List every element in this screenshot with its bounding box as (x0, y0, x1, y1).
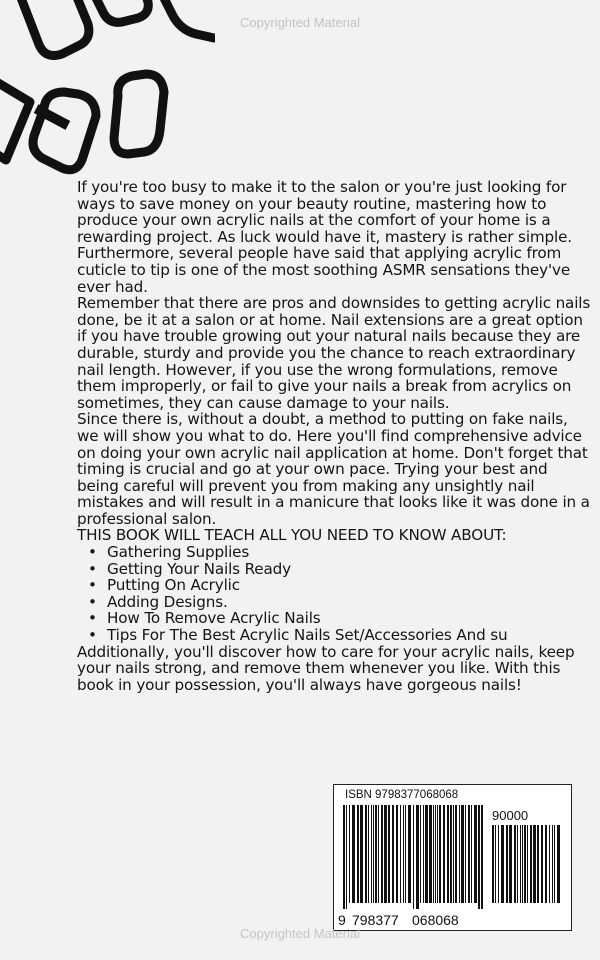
bullet-icon: • (88, 609, 97, 628)
acrylic-nails-illustration (0, 0, 215, 180)
barcode-bar (413, 805, 414, 909)
barcode-bar (471, 805, 472, 903)
paragraph-method: Since there is, without a doubt, a method to putting on fake nails, we will show you what to do. Here you'll find comprehensive advice on doing your own acrylic nail application at home. Don't forget that timing is crucial and go at your own pace. Trying your best and being careful will prevent you from making any unsightly nail mistakes and will result in a manicure that looks like it was done in a professional salon. (77, 410, 590, 528)
barcode-bar (509, 825, 512, 903)
bullet-icon: • (88, 592, 97, 611)
barcode-bar (439, 805, 441, 903)
barcode-bar (541, 825, 543, 903)
barcode-bar (530, 825, 532, 903)
barcode-bar (554, 825, 555, 903)
barcode-bar (461, 805, 464, 903)
list-item: • Putting On Acrylic (88, 576, 240, 595)
addon-bars (492, 825, 560, 909)
barcode-bar (381, 805, 383, 903)
barcode-bar (478, 805, 480, 909)
barcode-bar (520, 825, 521, 903)
barcode-bar (375, 805, 377, 903)
barcode-bar (552, 825, 553, 903)
topics-list (77, 544, 592, 644)
barcode-bar (522, 825, 523, 903)
barcode-bar (450, 805, 452, 903)
ean13-bars (343, 805, 483, 909)
barcode-bar (400, 805, 401, 903)
barcode-bar (433, 805, 434, 903)
back-cover-description (77, 179, 592, 693)
barcode-digits-left: 798377 (352, 912, 399, 928)
barcode-bar (349, 805, 350, 903)
list-item: • Getting Your Nails Ready (88, 559, 291, 578)
barcode-bar (481, 805, 483, 909)
barcode-bar (437, 805, 438, 903)
barcode-bar (447, 805, 449, 903)
barcode-bar (527, 825, 528, 903)
list-item: • How To Remove Acrylic Nails (88, 609, 321, 628)
barcode-bar (425, 805, 428, 903)
barcode-bar (498, 825, 499, 903)
barcode-bar (420, 805, 421, 903)
barcode-bar (514, 825, 516, 903)
barcode-bar (408, 805, 411, 903)
barcode-bar (459, 805, 460, 903)
barcode-bar (360, 805, 363, 903)
barcode-bar (517, 825, 518, 903)
barcode-bar (506, 825, 508, 903)
barcode-bar (557, 825, 560, 903)
barcode-bar (492, 825, 494, 903)
barcode-bar (371, 805, 372, 903)
barcode-bar (416, 805, 419, 909)
list-item: • Tips For The Best Acrylic Nails Set/Accessories And su (88, 626, 508, 645)
price-code: 90000 (492, 808, 529, 823)
bullet-icon: • (88, 559, 97, 578)
barcode-bar (373, 805, 374, 903)
watermark-top: Copyrighted Material (240, 15, 360, 30)
barcode-bar (468, 805, 470, 903)
barcode-bar (396, 805, 398, 903)
barcode-bar (368, 805, 369, 903)
list-item: • Adding Designs. (88, 592, 228, 611)
list-item: • Gathering Supplies (88, 543, 250, 562)
barcode-bar (392, 805, 394, 903)
bullet-icon: • (88, 543, 97, 562)
list-heading: THIS BOOK WILL TEACH ALL YOU NEED TO KNOW ABOUT: (77, 526, 507, 545)
barcode-bar (357, 805, 359, 903)
barcode-bar (378, 805, 379, 903)
barcode-bar (384, 805, 387, 903)
barcode-digit-first: 9 (338, 912, 346, 928)
barcode-bar (524, 825, 526, 903)
isbn-barcode (333, 784, 572, 931)
barcode-bar (443, 805, 445, 903)
barcode-bar (501, 825, 504, 903)
barcode-bar (403, 805, 404, 903)
barcode-bar (549, 825, 550, 903)
paragraph-closing: Additionally, you'll discover how to care for your acrylic nails, keep your nails strong, and remove them whenever you like. With this book in your possession, you'll always have gorgeous nails! (77, 642, 575, 694)
barcode-bar (365, 805, 367, 903)
barcode-bar (455, 805, 457, 903)
barcode-bar (346, 805, 347, 909)
barcode-bar (453, 805, 454, 903)
bullet-icon: • (88, 626, 97, 645)
barcode-bar (545, 825, 547, 903)
barcode-bar (352, 805, 355, 903)
barcode-digits-right: 068068 (412, 912, 459, 928)
barcode-bar (537, 825, 539, 903)
watermark-bottom: Copyrighted Material (240, 926, 360, 941)
bullet-icon: • (88, 576, 97, 595)
barcode-bar (435, 805, 436, 903)
barcode-bar (495, 825, 496, 903)
barcode-bar (533, 825, 536, 903)
barcode-bar (474, 805, 477, 903)
barcode-bar (388, 805, 390, 903)
barcode-bar (405, 805, 406, 903)
barcode-bar (423, 805, 424, 903)
isbn-label: ISBN 9798377068068 (345, 789, 459, 801)
paragraph-pros-cons: Remember that there are pros and downsides to getting acrylic nails done, be it at a salon or at home. Nail extensions are a great option if you have trouble growing out your natural nails because they are durable, sturdy and provide you the chance to reach extraordinary nail length. However, if you use the wrong formulations, remove them improperly, or fail to give your nails a break from acrylics on sometimes, they can cause damage to your nails. (77, 294, 591, 412)
barcode-bar (465, 805, 466, 903)
barcode-bar (343, 805, 345, 909)
paragraph-intro: If you're too busy to make it to the salon or you're just looking for ways to save money on your beauty routine, mastering how to produce your own acrylic nails at the comfort of your home is a rewarding project. As luck would have it, mastery is rather simple. Furthermore, several people have said that applying acrylic from cuticle to tip is one of the most soothing ASMR sensations they've ever had. (77, 178, 572, 296)
barcode-bar (429, 805, 432, 903)
